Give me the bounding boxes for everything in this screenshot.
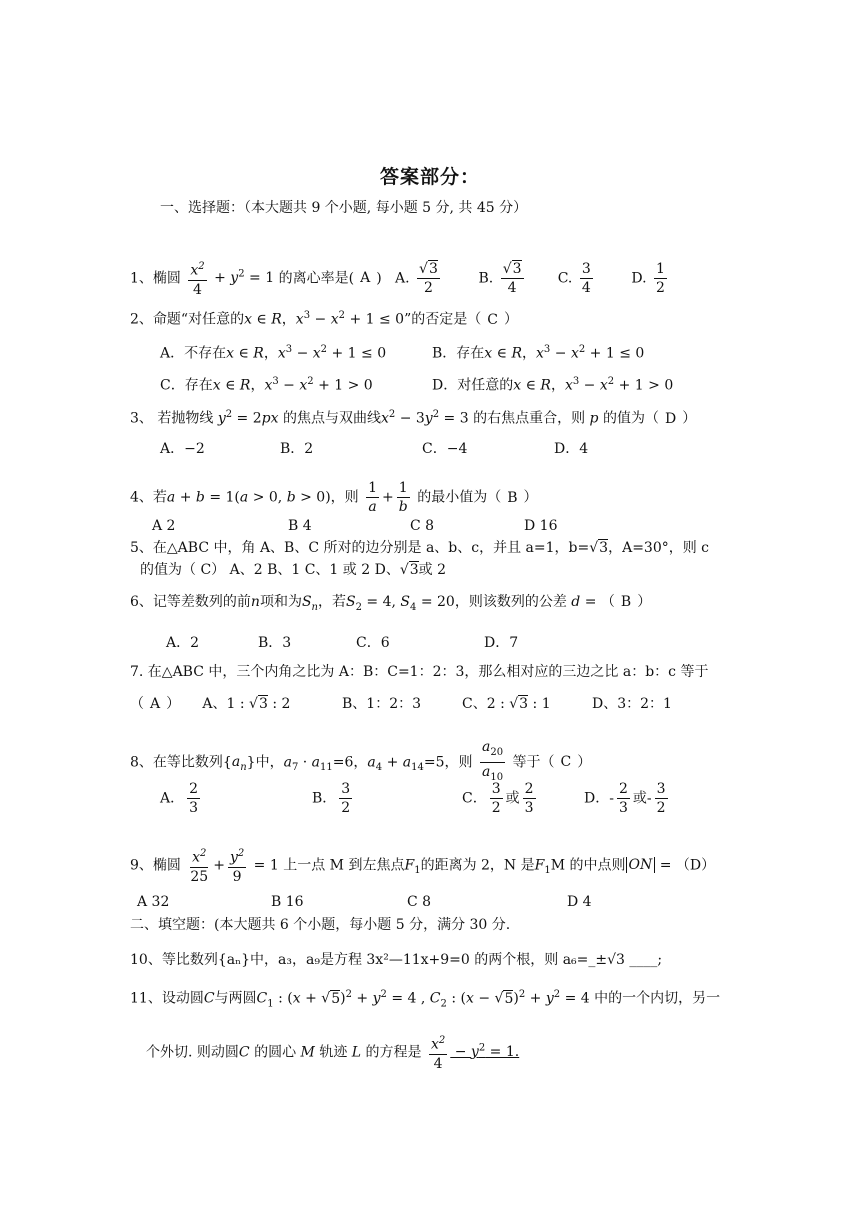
question-10: 10、等比数列{aₙ}中，a₃，a₉是方程 3x²—11x+9=0 的两个根，则 a₆=_±√3 ____; [130, 952, 663, 968]
question-8-options: A． $\frac{2}{3}$ B． $\frac{3}{2}$ C． $\frac{3}{2}$ 或 $\frac{2}{3}$ D．- $\frac{2}{3}$ 或- $\frac{3}{2}$ [160, 781, 666, 816]
question-6-options: A．2 B．3 C．6 D．7 [166, 635, 519, 651]
question-4: 4、若a + b = 1(a > 0, b > 0)，则 $\frac{1}{a}$ + $\frac{1}{b}$ 的最小值为（ B ） [130, 480, 538, 515]
question-2-option-b: B．存在x ∈ R，$x^3 - x^2 + 1 \le 0$ [432, 344, 645, 362]
question-8: 8、在等比数列$\{a_n\}$中，$a_7 \cdot a_{11}=6$，$a_4 + a_{14}=5$，则 $\frac{a_{20}}{a_{10}}$ 等于（ C ） [130, 739, 592, 783]
section-choice-heading: 一、选择题：（本大题共 9 个小题, 每小题 5 分, 共 45 分） [160, 200, 528, 216]
answer-6: B [620, 594, 632, 610]
question-7-line-1: 7. 在△ABC 中，三个内角之比为 A：B：C=1：2：3，那么相对应的三边之比 a：b：c 等于 [130, 664, 709, 680]
question-4-options: A 2 B 4 C 8 D 16 [152, 518, 558, 534]
answer-4: B [507, 489, 518, 506]
answer-2: C [487, 311, 498, 328]
question-6: 6、记等差数列的前n项和为$S_n$，若$S_2 = 4$, $S_4 = 20$，则该数列的公差 d = （ B ） [130, 594, 652, 613]
question-2-option-a: A．不存在x ∈ R，$x^3 - x^2 + 1 \le 0$ [160, 344, 387, 362]
question-5-line-1: 5、在△ABC 中，角 A、B、C 所对的边分别是 a、b、c，并且 a=1，b=√3，A=30°，则 c [130, 540, 710, 556]
question-1: 1、椭圆 $\frac{x^2}{4}$ + $y^2 = 1$ 的离心率是( A ) A. $\frac{√3}{2}$ B. $\frac{√3}{4}$ C. $\frac{3}{4}$ D. $\frac{1}{2}$ [130, 258, 670, 299]
question-3-options: A．−2 B．2 C．−4 D．4 [160, 441, 589, 457]
answer-8: C [560, 754, 572, 771]
question-7-line-2: （ A ） A、1 : √3 : 2 B、1：2：3 C、2 : √3 : 1 D、3：2：1 [130, 696, 672, 712]
question-2: 2、命题“对任意的x ∈ R，$x^3 - x^2 + 1 \le 0$”的否定是（ C ） [130, 310, 518, 328]
question-3: 3、 若抛物线 $y^2 = 2px$ 的焦点与双曲线$x^2 - 3y^2 = 3$ 的右焦点重合，则 p 的值为（ D ） [130, 409, 697, 427]
page-title: 答案部分： [379, 166, 480, 188]
question-9-options: A 32 B 16 C 8 D 4 [137, 894, 592, 910]
question-11-line-2: 个外切. 则动圆C 的圆心 M 轨迹 L 的方程是 $\frac{x^2}{4}$ − $y^2 = 1$. [146, 1032, 519, 1073]
answer-3: D [664, 410, 677, 427]
question-9: 9、椭圆 $\frac{x^2}{25}$ + $\frac{y^2}{9}$ = 1 上一点 M 到左焦点$F_1$的距离为 2，N 是$F_1M$ 的中点则 ON = （D） [130, 845, 715, 886]
question-2-option-d: D．对任意的x ∈ R，$x^3 - x^2 + 1 > 0$ [432, 376, 674, 394]
question-5-line-2: 的值为（ C） A、2 B、1 C、1 或 2 D、√3或 2 [140, 562, 447, 578]
section-fill-heading: 二、填空题：(本大题共 6 个小题，每小题 5 分，满分 30 分. [130, 917, 511, 933]
question-11-line-1: 11、设动圆C与两圆$C_1$ : $(x + √5)^2 + y^2 = 4$ , $C_2$ : $(x - √5)^2 + y^2 = 4$ 中的一个内切，另一 [130, 989, 721, 1010]
answer-7: A [150, 696, 161, 712]
question-2-option-c: C．存在x ∈ R，$x^3 - x^2 + 1 > 0$ [160, 376, 373, 394]
answer-1: A [360, 270, 371, 287]
